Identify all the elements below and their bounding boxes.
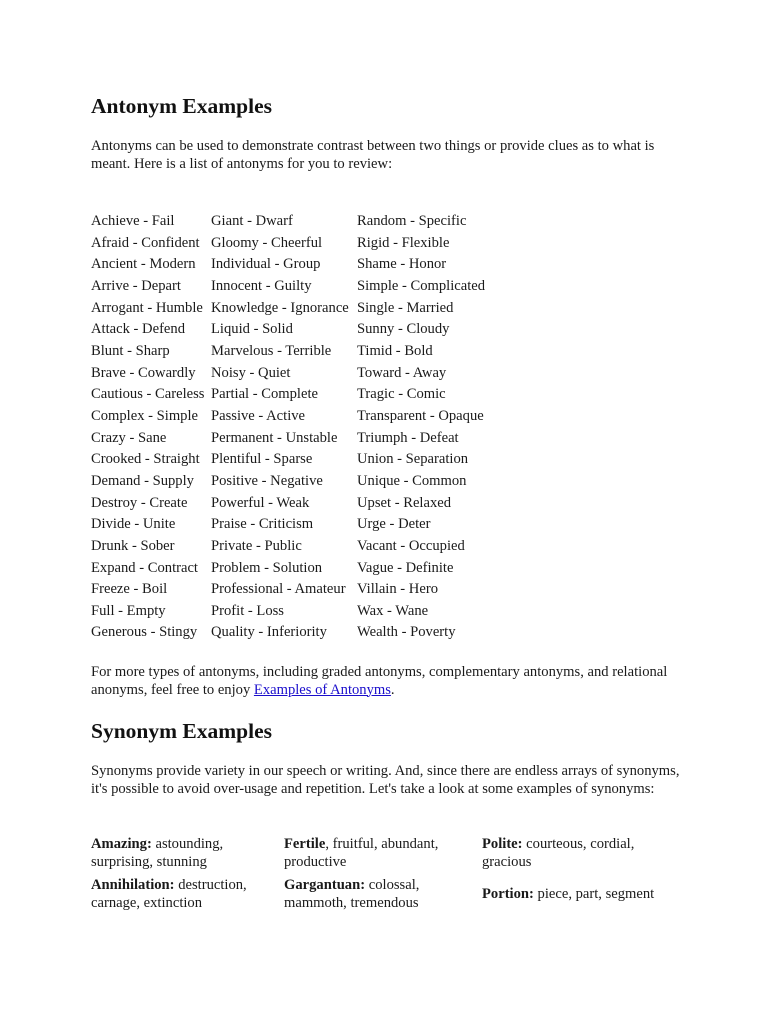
antonym-row (91, 211, 507, 233)
antonym-pair: Private - Public (211, 537, 302, 554)
antonym-pair: Urge - Deter (357, 516, 431, 533)
synonym-heading: Synonym Examples (91, 719, 272, 743)
antonym-row (91, 406, 507, 428)
antonym-pair: Individual - Group (211, 256, 321, 273)
synonym-words: destruction, carnage, extinction (91, 877, 247, 911)
antonym-pair: Demand - Supply (91, 472, 194, 489)
synonym-term: Amazing: (91, 836, 152, 852)
antonym-table (91, 211, 507, 644)
antonym-pair: Gloomy - Cheerful (211, 234, 323, 251)
antonym-heading: Antonym Examples (91, 94, 272, 118)
antonym-pair: Generous - Stingy (91, 624, 198, 641)
antonym-table-body (91, 211, 507, 644)
antonym-row (91, 493, 507, 515)
antonym-row (91, 514, 507, 536)
antonym-pair: Ancient - Modern (91, 256, 196, 273)
synonym-entry (284, 877, 482, 918)
synonym-term: Annihilation: (91, 877, 175, 893)
antonym-pair: Triumph - Defeat (357, 429, 459, 446)
synonym-term: Polite: (482, 836, 523, 852)
antonym-row (91, 601, 507, 623)
antonym-pair: Sunny - Cloudy (357, 321, 450, 338)
synonym-entry (284, 836, 482, 877)
antonym-row (91, 536, 507, 558)
antonym-pair: Unique - Common (357, 472, 467, 489)
antonym-pair: Timid - Bold (357, 342, 433, 359)
synonym-table-body (91, 836, 672, 918)
antonym-pair: Destroy - Create (91, 494, 188, 511)
antonym-pair: Complex - Simple (91, 407, 199, 424)
antonym-pair: Vague - Definite (357, 559, 454, 576)
antonym-pair: Arrogant - Humble (91, 299, 203, 316)
antonym-pair: Upset - Relaxed (357, 494, 452, 511)
antonym-pair: Knowledge - Ignorance (211, 299, 349, 316)
antonym-pair: Partial - Complete (211, 386, 318, 403)
antonym-row (91, 341, 507, 363)
synonym-intro-paragraph: Synonyms provide variety in our speech or writing. And, since there are endless arrays of synonyms, it's possible to avoid over-usage and repetition. Let's take a look at some examples of synonyms: (91, 763, 680, 797)
synonym-term: Portion: (482, 885, 534, 902)
synonym-words: colossal, mammoth, tremendous (284, 877, 420, 911)
synonym-words: astounding, surprising, stunning (91, 836, 224, 870)
antonym-row (91, 622, 507, 644)
antonym-row (91, 428, 507, 450)
antonym-row (91, 319, 507, 341)
antonym-row (91, 363, 507, 385)
antonym-pair: Tragic - Comic (357, 386, 446, 403)
antonym-pair: Simple - Complicated (357, 277, 486, 294)
antonym-pair: Quality - Inferiority (211, 624, 327, 641)
antonym-row (91, 276, 507, 298)
antonym-pair: Positive - Negative (211, 472, 323, 489)
antonym-pair: Giant - Dwarf (211, 213, 293, 229)
antonym-pair: Divide - Unite (91, 516, 176, 533)
antonym-row (91, 558, 507, 580)
antonym-pair: Crooked - Straight (91, 451, 200, 468)
antonym-pair: Freeze - Boil (91, 581, 168, 598)
antonym-pair: Single - Married (357, 299, 454, 316)
antonym-pair: Praise - Criticism (211, 516, 314, 533)
antonym-pair: Shame - Honor (357, 256, 447, 273)
antonym-pair: Toward - Away (357, 364, 447, 381)
antonym-pair: Permanent - Unstable (211, 429, 338, 446)
antonym-pair: Arrive - Depart (91, 277, 181, 294)
antonym-row (91, 254, 507, 276)
antonym-pair: Achieve - Fail (91, 213, 175, 229)
antonym-pair: Full - Empty (91, 602, 166, 619)
synonym-entry (91, 836, 284, 877)
examples-of-antonyms-link[interactable]: Examples of Antonyms (253, 681, 391, 698)
antonym-pair: Drunk - Sober (91, 537, 175, 554)
antonym-pair: Villain - Hero (357, 581, 438, 598)
antonym-outro-paragraph (91, 664, 691, 699)
antonym-pair: Plentiful - Sparse (211, 451, 313, 468)
antonym-row (91, 384, 507, 406)
synonym-words: piece, part, segment (533, 885, 655, 902)
antonym-pair: Innocent - Guilty (211, 277, 312, 294)
synonym-table (91, 836, 672, 918)
antonym-pair: Wealth - Poverty (357, 624, 456, 641)
antonym-pair: Union - Separation (357, 451, 469, 468)
antonym-pair: Problem - Solution (211, 559, 323, 576)
antonym-row (91, 471, 507, 493)
antonym-pair: Passive - Active (211, 407, 306, 424)
outro-text: For more types of antonyms, including graded antonyms, complementary antonyms, and relational anonyms, feel free to enjoy (91, 664, 668, 698)
synonym-entry (482, 877, 672, 918)
antonym-pair: Wax - Wane (357, 602, 429, 619)
antonym-pair: Random - Specific (357, 213, 467, 229)
antonym-pair: Expand - Contract (91, 559, 198, 576)
antonym-row (91, 233, 507, 255)
antonym-pair: Attack - Defend (91, 321, 186, 338)
synonym-term: Gargantuan: (284, 877, 366, 893)
outro-period: . (390, 681, 395, 698)
synonym-term: Fertile (284, 836, 326, 852)
antonym-pair: Brave - Cowardly (91, 364, 196, 381)
synonym-words: courteous, cordial, gracious (482, 836, 635, 870)
antonym-pair: Liquid - Solid (211, 321, 293, 338)
antonym-pair: Afraid - Confident (91, 234, 200, 251)
antonym-pair: Profit - Loss (211, 602, 284, 619)
synonym-row (91, 836, 672, 877)
synonym-words: , fruitful, abundant, productive (284, 836, 439, 870)
antonym-pair: Rigid - Flexible (357, 234, 450, 251)
antonym-pair: Noisy - Quiet (211, 364, 291, 381)
antonym-pair: Blunt - Sharp (91, 342, 170, 359)
antonym-row (91, 579, 507, 601)
synonym-entry (482, 836, 672, 877)
antonym-pair: Powerful - Weak (211, 494, 310, 511)
antonym-row (91, 449, 507, 471)
antonym-pair: Crazy - Sane (91, 429, 167, 446)
antonym-intro-paragraph: Antonyms can be used to demonstrate contrast between two things or provide clues as to what is meant. Here is a list of antonyms for you to review: (91, 138, 655, 172)
synonym-row (91, 877, 672, 918)
antonym-pair: Transparent - Opaque (357, 407, 484, 424)
antonym-pair: Vacant - Occupied (357, 537, 465, 554)
antonym-pair: Cautious - Careless (91, 386, 205, 403)
antonym-row (91, 298, 507, 320)
antonym-pair: Marvelous - Terrible (211, 342, 332, 359)
antonym-pair: Professional - Amateur (211, 581, 346, 598)
synonym-entry (91, 877, 284, 918)
